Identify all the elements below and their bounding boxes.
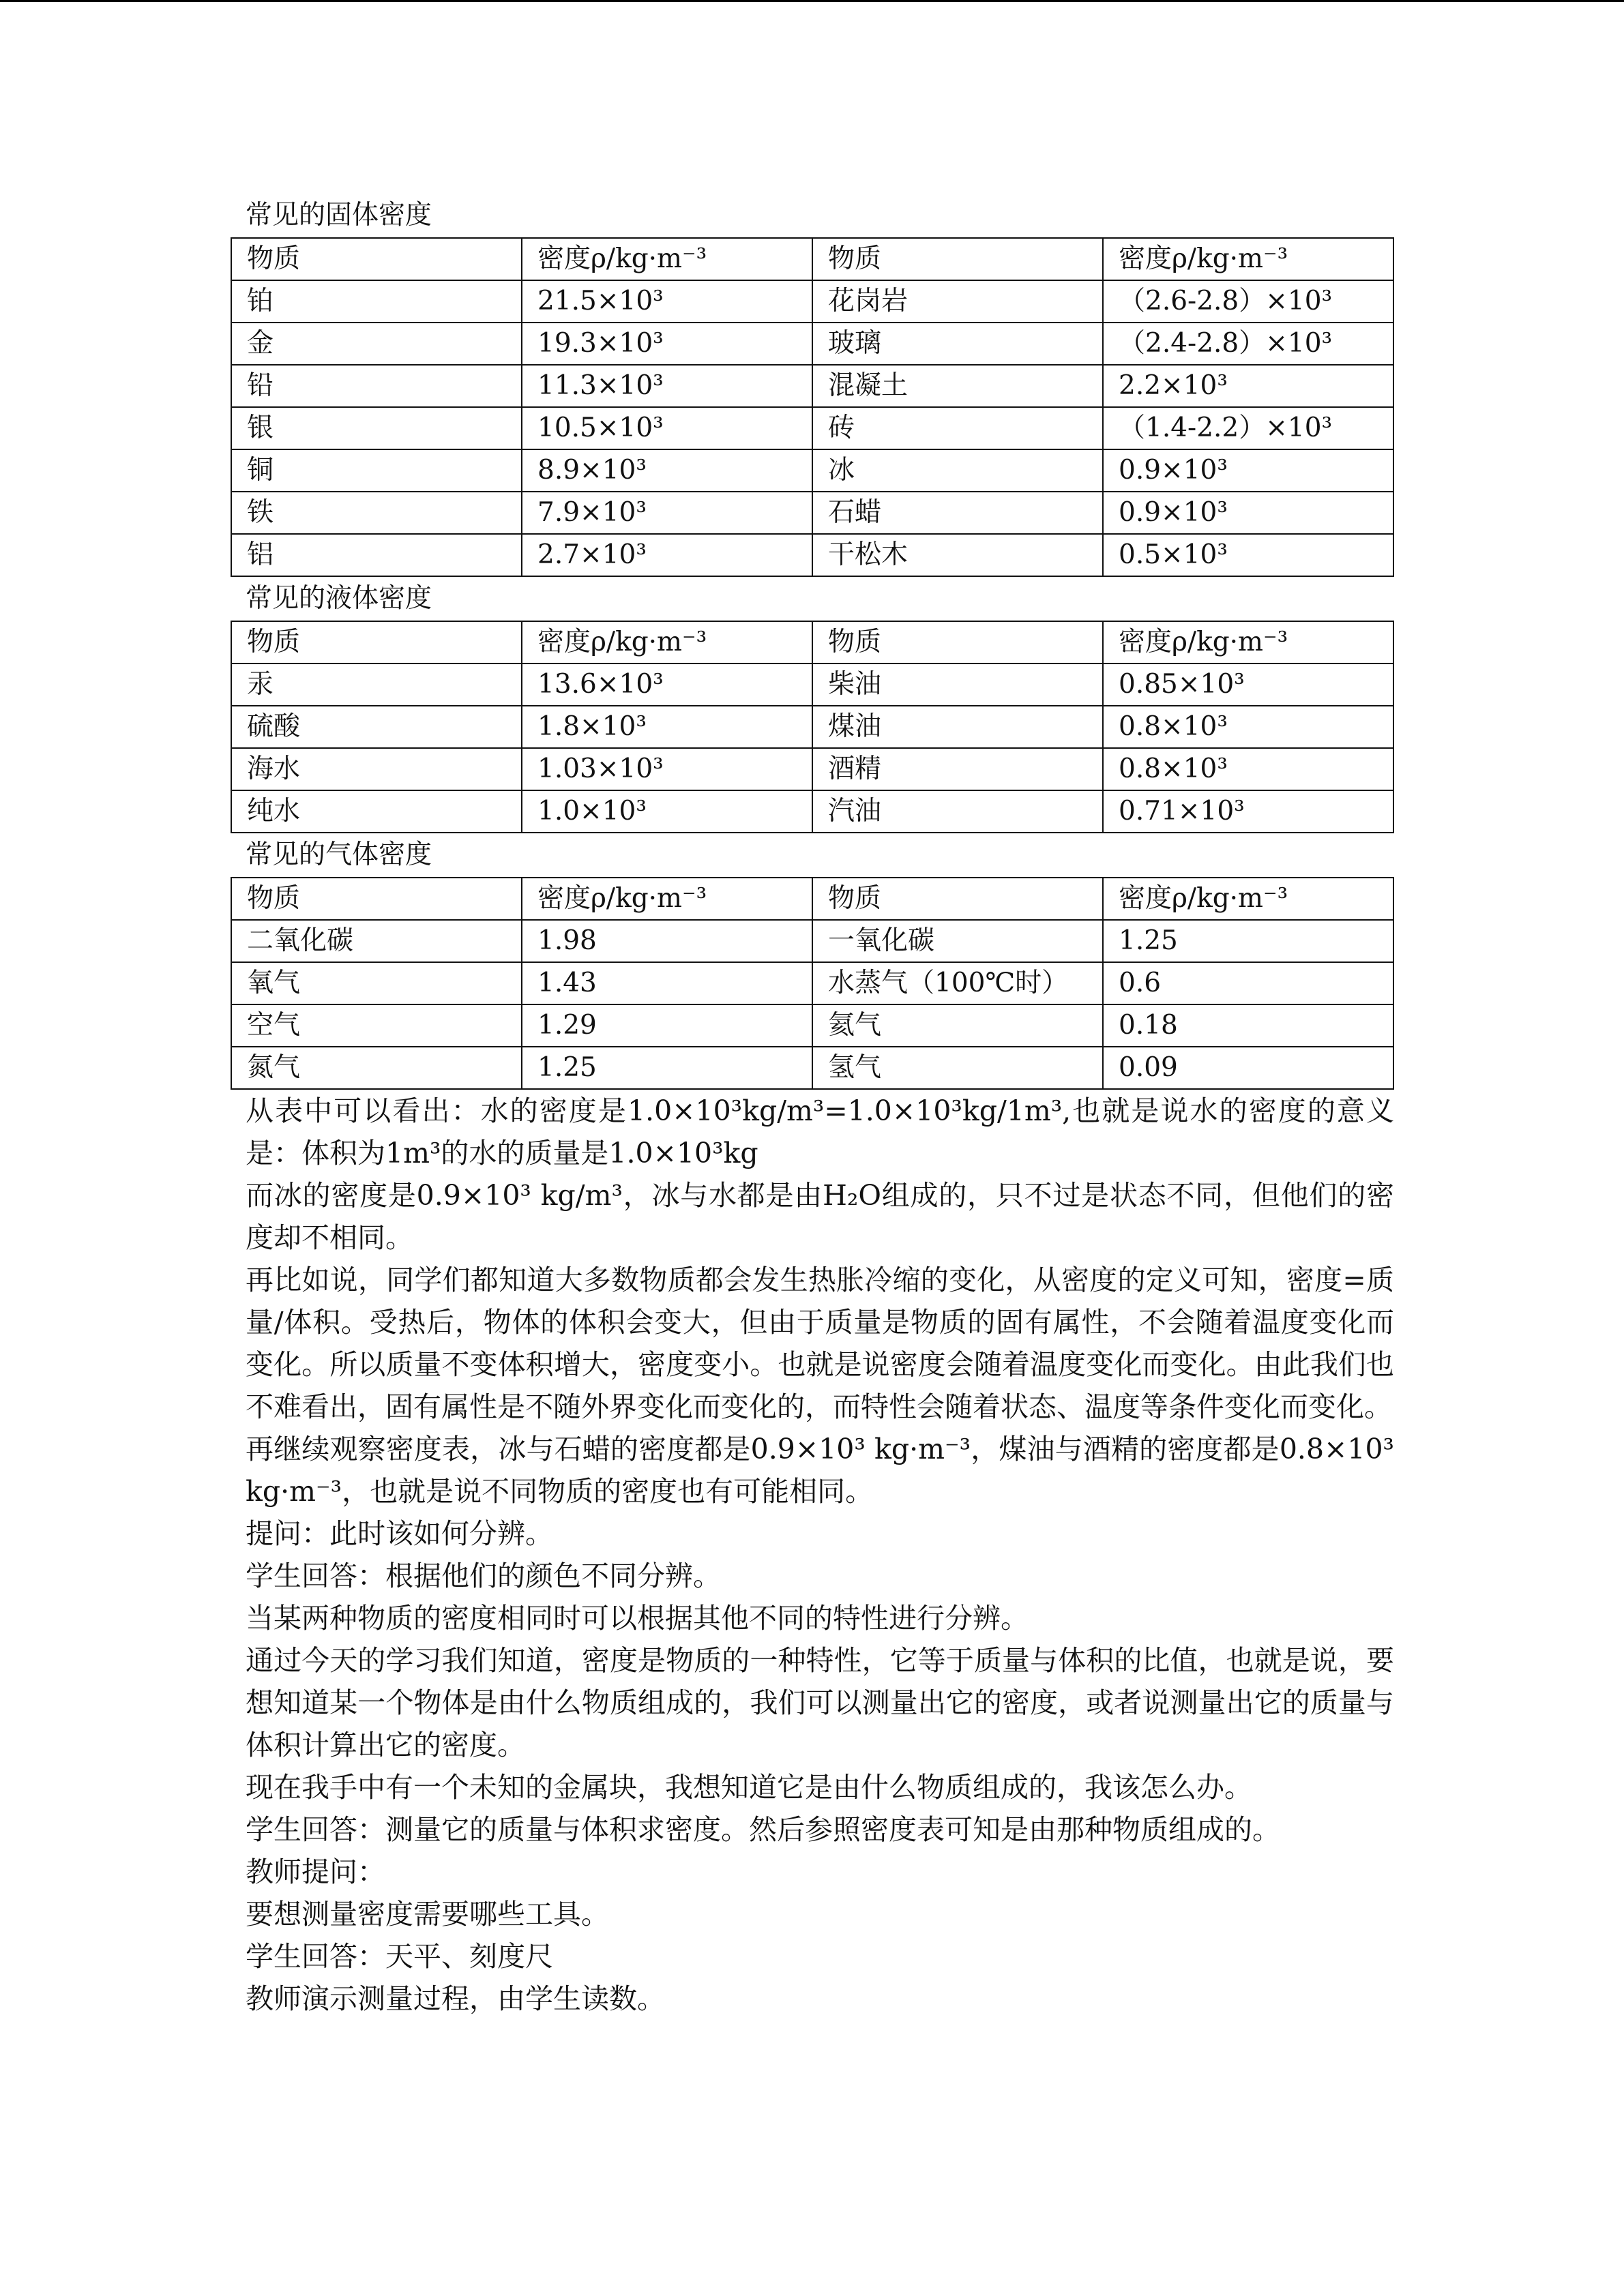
paragraph: 现在我手中有一个未知的金属块，我想知道它是由什么物质组成的，我该怎么办。	[246, 1771, 1252, 1804]
paragraph: 而冰的密度是0.9×10³ kg/m³，冰与水都是由H₂O组成的，只不过是状态不同，但他们的密度却不相同。	[246, 1179, 1394, 1254]
density-cell: （2.4-2.8）×10³	[1103, 323, 1393, 365]
paragraph: 再继续观察密度表，冰与石蜡的密度都是0.9×10³ kg·m⁻³，煤油与酒精的密度都是0.8×10³ kg·m⁻³，也就是说不同物质的密度也有可能相同。	[246, 1433, 1394, 1508]
substance-cell: 柴油	[812, 664, 1103, 706]
header-cell: 密度ρ/kg·m⁻³	[1103, 621, 1393, 664]
density-cell: （2.6-2.8）×10³	[1103, 280, 1393, 323]
substance-cell: 二氧化碳	[231, 920, 522, 962]
density-cell: 0.9×10³	[1103, 449, 1393, 492]
density-cell: 0.6	[1103, 962, 1393, 1004]
density-cell: 11.3×10³	[522, 365, 812, 407]
substance-cell: 一氧化碳	[812, 920, 1103, 962]
density-cell: 19.3×10³	[522, 323, 812, 365]
liquid-density-table	[231, 621, 1394, 833]
density-cell: 0.09	[1103, 1047, 1393, 1089]
solid-table-caption: 常见的固体密度	[246, 200, 432, 230]
table-row	[231, 280, 1393, 323]
substance-cell: 银	[231, 407, 522, 449]
substance-cell: 石蜡	[812, 492, 1103, 534]
substance-cell: 酒精	[812, 748, 1103, 790]
document-body	[231, 194, 1394, 2020]
density-cell: 1.43	[522, 962, 812, 1004]
density-cell: （1.4-2.2）×10³	[1103, 407, 1393, 449]
density-cell: 2.2×10³	[1103, 365, 1393, 407]
table-row	[231, 323, 1393, 365]
table-row	[231, 706, 1393, 748]
header-cell: 物质	[812, 238, 1103, 280]
solid-density-table	[231, 237, 1394, 577]
header-cell: 物质	[812, 621, 1103, 664]
substance-cell: 干松木	[812, 534, 1103, 576]
substance-cell: 煤油	[812, 706, 1103, 748]
table-row	[231, 962, 1393, 1004]
density-cell: 0.5×10³	[1103, 534, 1393, 576]
table-header-row	[231, 238, 1393, 280]
header-cell: 密度ρ/kg·m⁻³	[1103, 238, 1393, 280]
substance-cell: 海水	[231, 748, 522, 790]
density-cell: 2.7×10³	[522, 534, 812, 576]
substance-cell: 氢气	[812, 1047, 1103, 1089]
density-cell: 1.8×10³	[522, 706, 812, 748]
density-cell: 1.29	[522, 1004, 812, 1047]
density-cell: 13.6×10³	[522, 664, 812, 706]
header-cell: 密度ρ/kg·m⁻³	[522, 878, 812, 920]
substance-cell: 硫酸	[231, 706, 522, 748]
header-cell: 物质	[231, 621, 522, 664]
table-row	[231, 492, 1393, 534]
header-cell: 密度ρ/kg·m⁻³	[1103, 878, 1393, 920]
substance-cell: 纯水	[231, 790, 522, 833]
paragraph: 从表中可以看出：水的密度是1.0×10³kg/m³=1.0×10³kg/1m³,也就是说水的密度的意义是：体积为1m³的水的质量是1.0×10³kg	[246, 1094, 1394, 1169]
density-cell: 1.25	[1103, 920, 1393, 962]
density-cell: 0.85×10³	[1103, 664, 1393, 706]
density-cell: 1.0×10³	[522, 790, 812, 833]
substance-cell: 水蒸气（100℃时）	[812, 962, 1103, 1004]
table-row	[231, 664, 1393, 706]
substance-cell: 空气	[231, 1004, 522, 1047]
substance-cell: 玻璃	[812, 323, 1103, 365]
paragraph: 学生回答：根据他们的颜色不同分辨。	[246, 1560, 721, 1592]
density-cell: 1.25	[522, 1047, 812, 1089]
liquid-table-caption: 常见的液体密度	[246, 583, 432, 614]
substance-cell: 氦气	[812, 1004, 1103, 1047]
paragraph: 教师提问：	[246, 1855, 385, 1888]
substance-cell: 花岗岩	[812, 280, 1103, 323]
substance-cell: 汞	[231, 664, 522, 706]
header-cell: 密度ρ/kg·m⁻³	[522, 621, 812, 664]
paragraph: 提问：此时该如何分辨。	[246, 1517, 553, 1550]
substance-cell: 铁	[231, 492, 522, 534]
density-cell: 1.98	[522, 920, 812, 962]
paragraph: 要想测量密度需要哪些工具。	[246, 1898, 609, 1930]
paragraph: 当某两种物质的密度相同时可以根据其他不同的特性进行分辨。	[246, 1602, 1029, 1635]
substance-cell: 冰	[812, 449, 1103, 492]
header-cell: 物质	[231, 238, 522, 280]
paragraph: 学生回答：天平、刻度尺	[246, 1940, 553, 1973]
density-cell: 10.5×10³	[522, 407, 812, 449]
table-header-row	[231, 878, 1393, 920]
table-row	[231, 748, 1393, 790]
density-cell: 1.03×10³	[522, 748, 812, 790]
table-row	[231, 1047, 1393, 1089]
header-cell: 物质	[231, 878, 522, 920]
substance-cell: 混凝土	[812, 365, 1103, 407]
substance-cell: 砖	[812, 407, 1103, 449]
paragraph: 学生回答：测量它的质量与体积求密度。然后参照密度表可知是由那种物质组成的。	[246, 1813, 1280, 1846]
header-cell: 密度ρ/kg·m⁻³	[522, 238, 812, 280]
gas-density-table	[231, 877, 1394, 1090]
substance-cell: 铜	[231, 449, 522, 492]
header-cell: 物质	[812, 878, 1103, 920]
density-cell: 0.8×10³	[1103, 748, 1393, 790]
substance-cell: 汽油	[812, 790, 1103, 833]
top-border-line	[0, 0, 1624, 2]
table-row	[231, 920, 1393, 962]
substance-cell: 氮气	[231, 1047, 522, 1089]
table-row	[231, 1004, 1393, 1047]
table-row	[231, 407, 1393, 449]
table-header-row	[231, 621, 1393, 664]
density-cell: 0.9×10³	[1103, 492, 1393, 534]
substance-cell: 氧气	[231, 962, 522, 1004]
table-row	[231, 790, 1393, 833]
paragraph: 教师演示测量过程，由学生读数。	[246, 1982, 665, 2015]
table-row	[231, 534, 1393, 576]
table-row	[231, 449, 1393, 492]
substance-cell: 铝	[231, 534, 522, 576]
density-cell: 7.9×10³	[522, 492, 812, 534]
density-cell: 0.18	[1103, 1004, 1393, 1047]
density-cell: 0.71×10³	[1103, 790, 1393, 833]
substance-cell: 金	[231, 323, 522, 365]
substance-cell: 铅	[231, 365, 522, 407]
paragraph: 通过今天的学习我们知道，密度是物质的一种特性，它等于质量与体积的比值，也就是说，要想知道某一个物体是由什么物质组成的，我们可以测量出它的密度，或者说测量出它的质量与体积计算出它的密度。	[246, 1644, 1394, 1761]
gas-table-caption: 常见的气体密度	[246, 839, 432, 870]
paragraph: 再比如说，同学们都知道大多数物质都会发生热胀冷缩的变化，从密度的定义可知，密度=质量/体积。受热后，物体的体积会变大，但由于质量是物质的固有属性，不会随着温度变化而变化。所以质量不变体积增大，密度变小。也就是说密度会随着温度变化而变化。由此我们也不难看出，固有属性是不随外界变化而变化的，而特性会随着状态、温度等条件变化而变化。	[246, 1264, 1394, 1423]
density-cell: 0.8×10³	[1103, 706, 1393, 748]
density-cell: 21.5×10³	[522, 280, 812, 323]
density-cell: 8.9×10³	[522, 449, 812, 492]
table-row	[231, 365, 1393, 407]
substance-cell: 铂	[231, 280, 522, 323]
